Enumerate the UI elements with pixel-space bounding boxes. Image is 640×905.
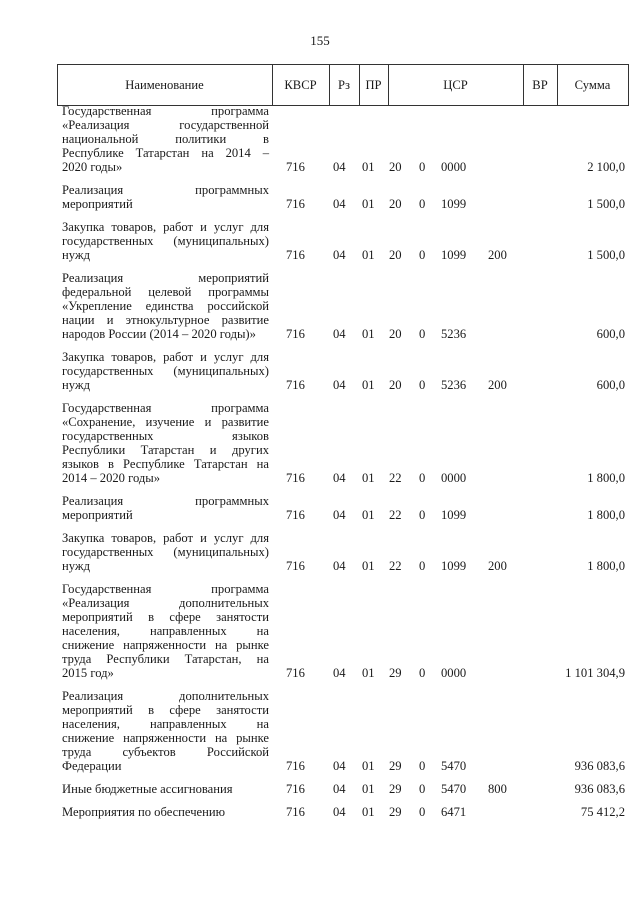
row-name-line: Государственная программа xyxy=(62,401,269,415)
cell-kvsr: 716 xyxy=(286,508,305,522)
cell-sum: 2 100,0 xyxy=(587,160,625,174)
row-name-line: «Реализация дополнительных xyxy=(62,596,269,610)
row-name-line: 2014 – 2020 годы» xyxy=(62,471,161,485)
cell-csr2: 0 xyxy=(419,805,426,819)
row-name xyxy=(62,271,269,341)
row-name-line: Закупка товаров, работ и услуг для xyxy=(62,531,269,545)
cell-sum: 1 500,0 xyxy=(587,197,625,211)
cell-kvsr: 716 xyxy=(286,759,305,773)
row-name-line: Государственная программа xyxy=(62,104,269,118)
cell-pr: 01 xyxy=(362,666,375,680)
row-name xyxy=(62,104,269,174)
header-kvsr: КВСР xyxy=(284,78,317,92)
table-row xyxy=(57,689,629,782)
row-name-line: Республики Татарстан и других xyxy=(62,443,269,457)
cell-csr2: 0 xyxy=(419,471,426,485)
row-name-line: мероприятий в сфере занятости xyxy=(62,610,269,624)
row-name-line: нужд xyxy=(62,559,90,573)
row-name-line: «Реализация государственной xyxy=(62,118,269,132)
cell-kvsr: 716 xyxy=(286,378,305,392)
cell-rz: 04 xyxy=(333,759,346,773)
table-row xyxy=(57,531,629,582)
row-name-line: «Сохранение, изучение и развитие xyxy=(62,415,269,429)
row-name-line: Федерации xyxy=(62,759,122,773)
table-row xyxy=(57,494,629,531)
cell-rz: 04 xyxy=(333,327,346,341)
row-name-line: 2020 годы» xyxy=(62,160,123,174)
cell-kvsr: 716 xyxy=(286,197,305,211)
row-name-line: национальной политики в xyxy=(62,132,269,146)
cell-pr: 01 xyxy=(362,197,375,211)
cell-sum: 1 800,0 xyxy=(587,559,625,573)
cell-rz: 04 xyxy=(333,805,346,819)
cell-csr2: 0 xyxy=(419,197,426,211)
cell-rz: 04 xyxy=(333,248,346,262)
row-name xyxy=(62,805,269,819)
cell-csr3: 5236 xyxy=(441,327,467,341)
row-name-line: населения, направленных на xyxy=(62,624,269,638)
cell-csr2: 0 xyxy=(419,248,426,262)
cell-pr: 01 xyxy=(362,378,375,392)
cell-rz: 04 xyxy=(333,508,346,522)
row-name-line: Реализация программных xyxy=(62,183,269,197)
cell-sum: 936 083,6 xyxy=(574,759,625,773)
table-header xyxy=(57,64,629,106)
cell-sum: 936 083,6 xyxy=(574,782,625,796)
row-name-line: государственных (муниципальных) xyxy=(62,545,269,559)
row-name-line: Закупка товаров, работ и услуг для xyxy=(62,220,269,234)
cell-csr1: 22 xyxy=(389,559,402,573)
cell-csr2: 0 xyxy=(419,378,426,392)
cell-csr2: 0 xyxy=(419,782,426,796)
row-name xyxy=(62,782,269,796)
cell-csr1: 29 xyxy=(389,666,402,680)
row-name-line: труда Республики Татарстан, на xyxy=(62,652,269,666)
cell-vr: 200 xyxy=(488,378,507,392)
header-csr: ЦСР xyxy=(443,78,468,92)
row-name xyxy=(62,494,269,522)
row-name-line: Реализация мероприятий xyxy=(62,271,269,285)
cell-rz: 04 xyxy=(333,160,346,174)
header-name: Наименование xyxy=(125,78,204,92)
cell-pr: 01 xyxy=(362,248,375,262)
row-name-line: нации и этнокультурное развитие xyxy=(62,313,269,327)
cell-rz: 04 xyxy=(333,197,346,211)
row-name xyxy=(62,401,269,485)
row-name xyxy=(62,350,269,392)
row-name-line: языков в Республике Татарстан на xyxy=(62,457,269,471)
cell-csr1: 22 xyxy=(389,471,402,485)
cell-pr: 01 xyxy=(362,805,375,819)
table-row xyxy=(57,401,629,494)
cell-csr3: 5470 xyxy=(441,759,467,773)
row-name-line: снижение напряженности на рынке xyxy=(62,638,269,652)
cell-sum: 1 800,0 xyxy=(587,508,625,522)
cell-rz: 04 xyxy=(333,559,346,573)
row-name-line: Мероприятия по обеспечению xyxy=(62,805,226,819)
row-name-line: Реализация дополнительных xyxy=(62,689,269,703)
cell-pr: 01 xyxy=(362,471,375,485)
cell-csr3: 0000 xyxy=(441,160,467,174)
cell-pr: 01 xyxy=(362,759,375,773)
cell-sum: 1 500,0 xyxy=(587,248,625,262)
cell-kvsr: 716 xyxy=(286,666,305,680)
row-name-line: федеральной целевой программы xyxy=(62,285,269,299)
cell-csr1: 20 xyxy=(389,197,402,211)
cell-sum: 75 412,2 xyxy=(580,805,625,819)
cell-csr1: 20 xyxy=(389,248,402,262)
cell-csr3: 1099 xyxy=(441,559,467,573)
cell-csr2: 0 xyxy=(419,508,426,522)
table-row xyxy=(57,104,629,183)
cell-sum: 1 101 304,9 xyxy=(565,666,625,680)
row-name-line: «Укрепление единства российской xyxy=(62,299,269,313)
row-name-line: мероприятий xyxy=(62,508,133,522)
cell-vr: 800 xyxy=(488,782,507,796)
table-row xyxy=(57,782,629,805)
row-name xyxy=(62,183,269,211)
table-row xyxy=(57,805,629,819)
row-name-line: 2015 год» xyxy=(62,666,114,680)
cell-pr: 01 xyxy=(362,782,375,796)
header-pr: ПР xyxy=(365,78,382,92)
cell-csr3: 5236 xyxy=(441,378,467,392)
cell-kvsr: 716 xyxy=(286,248,305,262)
row-name xyxy=(62,582,269,680)
cell-csr2: 0 xyxy=(419,759,426,773)
cell-csr3: 6471 xyxy=(441,805,467,819)
cell-csr1: 20 xyxy=(389,160,402,174)
page-number: 155 xyxy=(310,33,330,48)
cell-csr3: 1099 xyxy=(441,508,467,522)
table-row xyxy=(57,350,629,401)
cell-pr: 01 xyxy=(362,559,375,573)
cell-csr2: 0 xyxy=(419,160,426,174)
header-vr: ВР xyxy=(532,78,548,92)
table-row xyxy=(57,183,629,220)
cell-csr3: 0000 xyxy=(441,666,467,680)
table-row xyxy=(57,271,629,350)
cell-kvsr: 716 xyxy=(286,805,305,819)
cell-kvsr: 716 xyxy=(286,327,305,341)
cell-csr3: 1099 xyxy=(441,197,467,211)
row-name xyxy=(62,689,269,773)
cell-csr2: 0 xyxy=(419,666,426,680)
row-name-line: Реализация программных xyxy=(62,494,269,508)
row-name-line: Республике Татарстан на 2014 – xyxy=(62,146,269,160)
row-name-line: нужд xyxy=(62,248,90,262)
header-rz: Рз xyxy=(338,78,350,92)
cell-sum: 600,0 xyxy=(596,327,625,341)
cell-csr3: 1099 xyxy=(441,248,467,262)
cell-vr: 200 xyxy=(488,559,507,573)
row-name-line: Государственная программа xyxy=(62,582,269,596)
cell-sum: 600,0 xyxy=(596,378,625,392)
cell-csr3: 5470 xyxy=(441,782,467,796)
cell-kvsr: 716 xyxy=(286,160,305,174)
cell-rz: 04 xyxy=(333,666,346,680)
cell-csr1: 29 xyxy=(389,759,402,773)
row-name-line: Закупка товаров, работ и услуг для xyxy=(62,350,269,364)
row-name-line: населения, направленных на xyxy=(62,717,269,731)
table-body xyxy=(57,104,629,819)
row-name-line: государственных (муниципальных) xyxy=(62,234,269,248)
cell-pr: 01 xyxy=(362,508,375,522)
row-name-line: мероприятий xyxy=(62,197,133,211)
header-sum: Сумма xyxy=(574,78,611,92)
row-name xyxy=(62,220,269,262)
cell-rz: 04 xyxy=(333,471,346,485)
row-name-line: нужд xyxy=(62,378,90,392)
cell-sum: 1 800,0 xyxy=(587,471,625,485)
row-name-line: мероприятий в сфере занятости xyxy=(62,703,269,717)
cell-vr: 200 xyxy=(488,248,507,262)
table-row xyxy=(57,582,629,689)
row-name-line: государственных (муниципальных) xyxy=(62,364,269,378)
cell-kvsr: 716 xyxy=(286,782,305,796)
cell-csr1: 29 xyxy=(389,782,402,796)
row-name-line: народов России (2014 – 2020 годы)» xyxy=(62,327,256,341)
cell-kvsr: 716 xyxy=(286,559,305,573)
cell-csr3: 0000 xyxy=(441,471,467,485)
cell-csr1: 22 xyxy=(389,508,402,522)
cell-pr: 01 xyxy=(362,160,375,174)
table-row xyxy=(57,220,629,271)
cell-csr1: 29 xyxy=(389,805,402,819)
row-name xyxy=(62,531,269,573)
cell-csr1: 20 xyxy=(389,327,402,341)
row-name-line: снижение напряженности на рынке xyxy=(62,731,269,745)
row-name-line: Иные бюджетные ассигнования xyxy=(62,782,233,796)
cell-csr2: 0 xyxy=(419,327,426,341)
row-name-line: государственных языков xyxy=(62,429,269,443)
cell-csr1: 20 xyxy=(389,378,402,392)
cell-rz: 04 xyxy=(333,378,346,392)
cell-csr2: 0 xyxy=(419,559,426,573)
cell-kvsr: 716 xyxy=(286,471,305,485)
cell-rz: 04 xyxy=(333,782,346,796)
row-name-line: труда субъектов Российской xyxy=(62,745,269,759)
cell-pr: 01 xyxy=(362,327,375,341)
